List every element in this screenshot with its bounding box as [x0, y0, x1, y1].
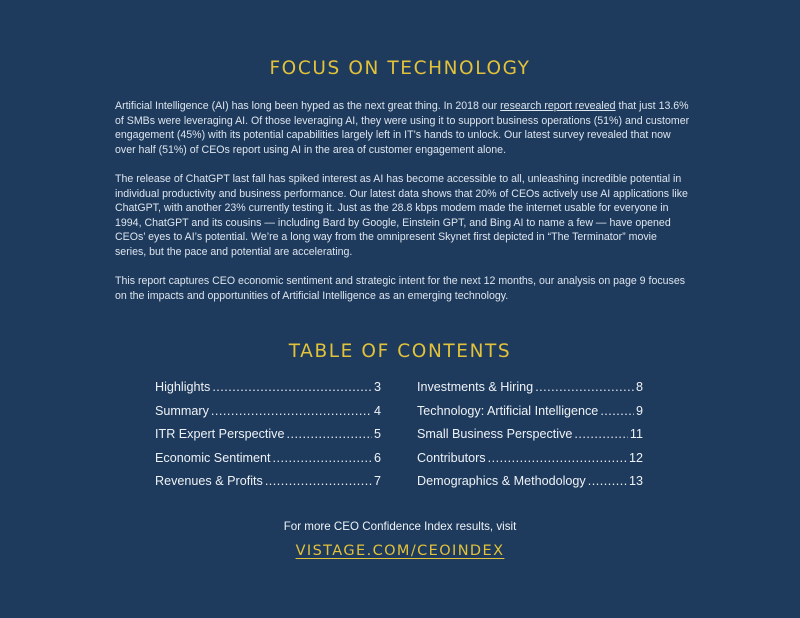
toc-item-demographics-methodology[interactable]: [417, 474, 643, 498]
toc-item-page: 13: [628, 474, 643, 488]
toc-item-label: Small Business Perspective: [417, 427, 573, 441]
toc-item-label: Economic Sentiment: [155, 450, 271, 465]
toc-item-label: Summary: [155, 403, 209, 418]
toc-item-highlights[interactable]: [155, 380, 381, 404]
intro-paragraph-1: [115, 99, 690, 157]
toc-item-technology-ai[interactable]: [417, 404, 643, 428]
focus-title: FOCUS ON TECHNOLOGY: [269, 58, 531, 79]
footer-text: For more CEO Confidence Index results, visit: [283, 520, 517, 533]
toc-item-page: 7: [373, 474, 381, 488]
intro-paragraph-3: This report captures CEO economic sentiment and strategic intent for the next 12 months, our analysis on page 9 focuses on the impacts and opportunities of Artificial Intelligence as an emerging technology.: [115, 275, 686, 302]
research-report-link[interactable]: research report revealed: [500, 100, 616, 112]
toc-item-page: 8: [635, 380, 643, 394]
toc-leader-dots: [600, 404, 634, 418]
toc-item-label: Highlights: [155, 380, 211, 394]
toc-right-column: [417, 380, 643, 498]
toc-item-page: 3: [373, 380, 381, 394]
intro-paragraph-2: The release of ChatGPT last fall has spiked interest as AI has become accessible to all, unleashing incredible potential in individual productivity and business performance. Our latest data shows that 20% of CEOs actively use AI applications like ChatGPT, with another 23% currently testing it. Just as the 28.8 kbps modem made the internet usable for everyone in 1994, ChatGPT and its cousins — including Bard by Google, Einstein GPT, and Bing AI to name a few — have opened CEOs’ eyes to AI’s potential. We’re a long way from the omnipresent Skynet first depicted in “The Terminator” movie series, but the pace and potential are accelerating.: [115, 172, 688, 258]
toc-item-investments-hiring[interactable]: [417, 380, 643, 404]
intro-p1-end: that just 13.6% of SMBs were leveraging AI. Of those leveraging AI, they were using it to support business operations (51%) and customer engagement (45%) with its potential capabilities largely left in IT’s hands to unlock. Our latest survey revealed that now over half (51%) of CEOs report using AI in the area of customer engagement alone.: [115, 100, 690, 156]
toc-item-page: 5: [373, 427, 381, 441]
toc-item-small-business-perspective[interactable]: [417, 427, 643, 451]
intro-p1-start: Artificial Intelligence (AI) has long been hyped as the next great thing. In 2018 our: [115, 100, 501, 112]
toc-item-summary[interactable]: [155, 404, 381, 428]
footer-link-wrap: [0, 542, 800, 560]
toc-item-page: 12: [628, 450, 643, 465]
toc-item-label: Revenues & Profits: [155, 474, 263, 488]
toc-item-page: 11: [629, 427, 643, 441]
toc-item-label: Contributors: [417, 450, 486, 465]
toc-item-label: Demographics & Methodology: [417, 474, 586, 488]
toc-leader-dots: [273, 451, 372, 465]
toc-item-label: ITR Expert Perspective: [155, 427, 285, 441]
toc-leader-dots: [535, 380, 634, 394]
toc-item-page: 6: [373, 450, 381, 465]
toc-item-contributors[interactable]: [417, 451, 643, 475]
intro-text: [115, 99, 690, 318]
toc-item-label: Investments & Hiring: [417, 380, 534, 394]
toc-item-itr-expert-perspective[interactable]: [155, 427, 381, 451]
toc-item-revenues-profits[interactable]: [155, 474, 381, 498]
toc-leader-dots: [588, 474, 627, 488]
toc-left-column: [155, 380, 381, 498]
toc-leader-dots: [574, 427, 628, 441]
toc-leader-dots: [265, 474, 372, 488]
toc-leader-dots: [286, 427, 372, 441]
toc-item-economic-sentiment[interactable]: [155, 451, 381, 475]
toc-item-page: 9: [635, 403, 643, 418]
toc-title: TABLE OF CONTENTS: [288, 341, 512, 362]
toc-leader-dots: [488, 451, 627, 465]
ceo-index-link[interactable]: VISTAGE.COM/CEOINDEX: [295, 543, 505, 559]
toc-leader-dots: [211, 404, 372, 418]
toc-item-page: 4: [373, 403, 381, 418]
toc-item-label: Technology: Artificial Intelligence: [417, 403, 599, 418]
toc-leader-dots: [212, 380, 372, 394]
